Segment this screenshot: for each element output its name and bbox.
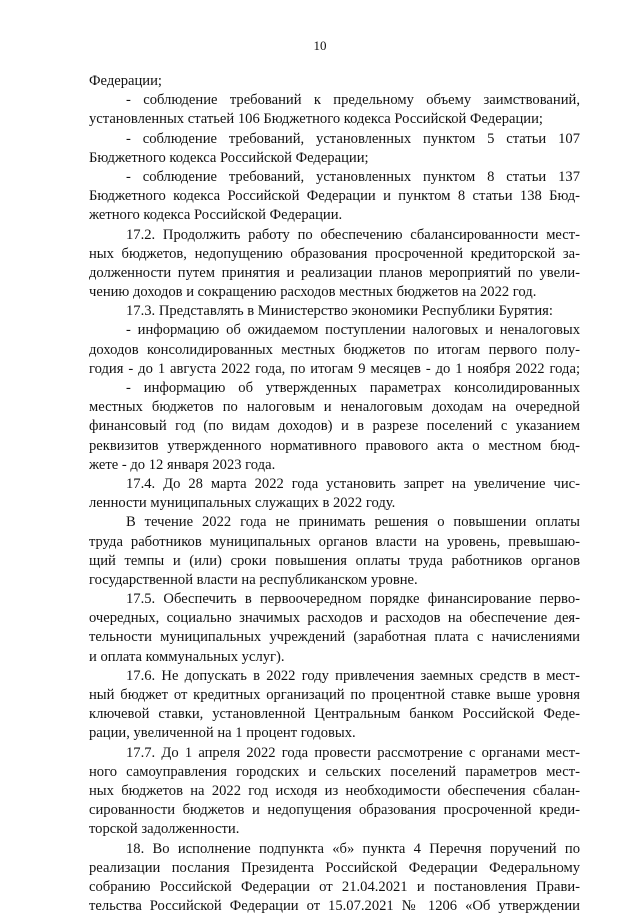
text-line: - соблюдение требований, установленных пунктом 5 статьи 107 [126,130,580,147]
text-line: 18. Во исполнение подпункта «б» пункта 4 Перечня поручений по [126,840,580,857]
text-line: реализации послания Президента Российской Федерации Федеральному [89,859,580,876]
text-line: - информацию об ожидаемом поступлении налоговых и неналоговых [126,322,580,339]
text-line: государственной власти на республиканском уровне. [89,571,418,588]
text-line: жетного кодекса Российской Федерации. [89,207,343,224]
text-line: ного самоуправления городских и сельских поселений параметров мест- [89,763,580,780]
text-line: Федерации; [89,73,162,89]
text-line: труда работников муниципальных органов власти на уровень, превышаю- [89,533,580,550]
text-line: 17.6. Не допускать в 2022 году привлечения заемных средств в мест- [126,667,580,684]
text-line: 17.5. Обеспечить в первоочередном порядке финансирование перво- [126,591,580,608]
text-line: реквизитов утвержденного нормативного правового акта о местном бюд- [89,437,580,454]
text-line: и оплата коммунальных услуг). [89,648,285,665]
text-line: Бюджетного кодекса Российской Федерации; [89,149,369,166]
text-line: тельства Российской Федерации от 15.07.2021 № 1206 «Об утверждении [89,898,580,915]
text-line: щий темпы и (или) сроки повышения оплаты труда работников органов [89,552,580,569]
text-line: финансовый год (по видам доходов) и в разрезе поселений с указанием [89,418,580,435]
text-line: чению доходов и сокращению расходов местных бюджетов на 2022 год. [89,284,537,301]
text-line: ленности муниципальных служащих в 2022 году. [89,495,396,512]
text-line: - информацию об утвержденных параметрах консолидированных [126,380,580,396]
page-number: 10 [313,38,327,53]
text-line: ных бюджетов, недопущению образования просроченной кредиторской за- [89,245,580,262]
text-line: местных бюджетов по налоговым и неналоговым доходам на очередной [89,399,580,416]
text-line: ключевой ставки, установленной Центральным банком Российской Феде- [89,706,580,723]
text-line: ный бюджет от кредитных организаций по процентной ставке выше уровня [89,687,580,703]
text-line: очередных, социально значимых расходов и расходов на обеспечение дея- [89,610,580,627]
text-line: 17.3. Представлять в Министерство экономики Республики Бурятия: [126,303,553,320]
text-line: доходов консолидированных местных бюджетов по итогам первого полу- [89,341,580,358]
text-line: - соблюдение требований к предельному объему заимствований, [126,92,580,109]
document-body [89,72,580,916]
text-line: 17.7. До 1 апреля 2022 года провести рассмотрение с органами мест- [126,744,580,761]
text-line: торской задолженности. [89,821,240,838]
text-line: жете - до 12 января 2023 года. [89,456,276,473]
text-line: 17.4. До 28 марта 2022 года установить запрет на увеличение чис- [126,475,580,492]
text-line: тельности муниципальных учреждений (заработная плата с начислениями [89,629,580,646]
text-line: собранию Российской Федерации от 21.04.2021 и постановления Прави- [89,878,580,895]
text-line: установленных статьей 106 Бюджетного кодекса Российской Федерации; [89,111,543,128]
text-line: - соблюдение требований, установленных пунктом 8 статьи 137 [126,168,580,185]
text-line: рации, увеличенной на 1 процент годовых. [89,725,356,742]
text-line: сированности бюджетов и недопущения образования просроченной креди- [89,802,580,819]
text-line: В течение 2022 года не принимать решения о повышении оплаты [126,514,580,531]
text-line: ных бюджетов на 2022 год исходя из необходимости обеспечения сбалан- [89,782,580,799]
text-line: Бюджетного кодекса Российской Федерации и пунктом 8 статьи 138 Бюд- [89,188,580,205]
text-line: годия - до 1 августа 2022 года, по итогам 9 месяцев - до 1 ноября 2022 года; [89,360,580,377]
text-line: долженности путем принятия и реализации планов мероприятий по увели- [89,264,580,281]
text-line: 17.2. Продолжить работу по обеспечению сбалансированности мест- [126,226,580,243]
